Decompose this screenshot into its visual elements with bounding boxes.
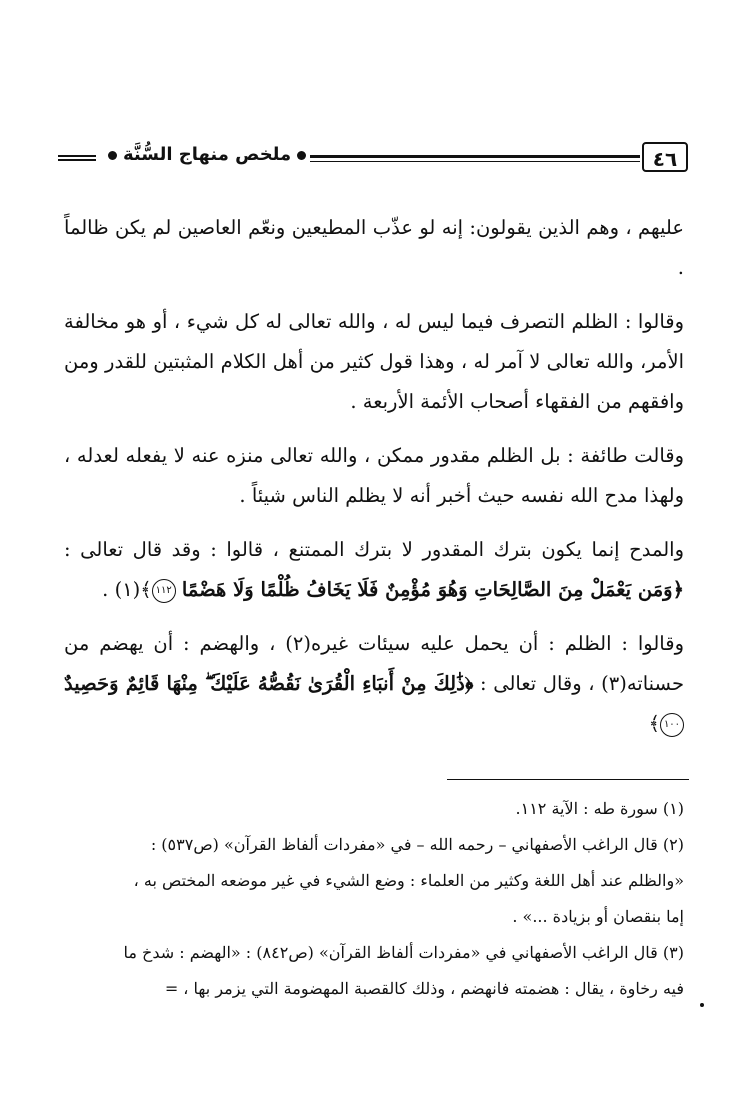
margin-mark bbox=[700, 1003, 704, 1007]
paragraph bbox=[64, 530, 684, 610]
paragraph: وقالت طائفة : بل الظلم مقدور ممكن ، والله تعالى منزه عنه لا يفعله لعدله ، ولهذا مدح الله نفسه حيث أخبر أنه لا يظلم الناس شيئاً . bbox=[64, 444, 684, 507]
header-title-group bbox=[102, 144, 312, 165]
paragraph: عليهم ، وهم الذين يقولون: إنه لو عذّب المطيعين ونعّم العاصين لم يكن ظالماً . bbox=[64, 216, 684, 279]
ayah-number-marker: ١٠٠ bbox=[660, 713, 684, 737]
paragraph: وقالوا : الظلم التصرف فيما ليس له ، والله تعالى له كل شيء ، أو هو مخالفة الأمر، والله تعالى لا آمر له ، وهذا قول كثير من أهل الكلام المثبتين للقدر ومن وافقهم من الفقهاء أصحاب الأئمة الأربعة . bbox=[64, 310, 684, 413]
verse-closing: ﴾ bbox=[648, 712, 660, 735]
page-header bbox=[42, 138, 702, 178]
quran-verse: ﴿وَمَن يَعْمَلْ مِنَ الصَّالِحَاتِ وَهُوَ مُؤْمِنٌ فَلَا يَخَافُ ظُلْمًا وَلَا هَضْمًا bbox=[181, 578, 684, 601]
header-double-rule bbox=[58, 155, 96, 161]
bullet-icon bbox=[108, 151, 117, 160]
verse-closing: ﴾(١) . bbox=[102, 578, 152, 601]
footnote-2-continuation: إما بنقصان أو بزيادة ...» . bbox=[512, 907, 684, 926]
book-title: ملخص منهاج السُّنَّة bbox=[123, 144, 292, 165]
main-text bbox=[64, 208, 684, 758]
footnote-3-continuation: فيه رخاوة ، يقال : هضمته فانهضم ، وذلك كالقصبة المهضومة التي يزمر بها ، = bbox=[164, 979, 684, 998]
footnotes bbox=[64, 792, 684, 1008]
footnote-2-continuation: «والظلم عند أهل اللغة وكثير من العلماء : وضع الشيء في غير موضعه المختص به ، bbox=[133, 871, 684, 890]
header-rule bbox=[310, 155, 640, 162]
page-number: ٤٦ bbox=[642, 142, 688, 172]
paragraph-text: وقالوا : الظلم : أن يحمل عليه سيئات غيره(٢) ، والهضم : أن يهضم من حسناته(٣) ، وقال تعالى : bbox=[64, 632, 684, 695]
ayah-number-marker: ١١٢ bbox=[152, 579, 176, 603]
bullet-icon bbox=[297, 151, 306, 160]
footnote-1: (١) سورة طه : الآية ١١٢. bbox=[515, 799, 684, 818]
footnote-separator bbox=[447, 779, 689, 780]
quran-verse: ﴿ذَٰلِكَ مِنْ أَنبَاءِ الْقُرَىٰ نَقُصُّهُ عَلَيْكَ ۖ مِنْهَا قَائِمٌ وَحَصِيدٌ bbox=[64, 672, 474, 695]
paragraph-text: والمدح إنما يكون بترك المقدور لا بترك الممتنع ، قالوا : وقد قال تعالى : bbox=[64, 538, 684, 561]
footnote-3: (٣) قال الراغب الأصفهاني في «مفردات ألفاظ القرآن» (ص٨٤٢) : «الهضم : شدخ ما bbox=[123, 943, 684, 962]
footnote-2: (٢) قال الراغب الأصفهاني – رحمه الله – في «مفردات ألفاظ القرآن» (ص٥٣٧) : bbox=[150, 835, 684, 854]
paragraph bbox=[64, 624, 684, 744]
